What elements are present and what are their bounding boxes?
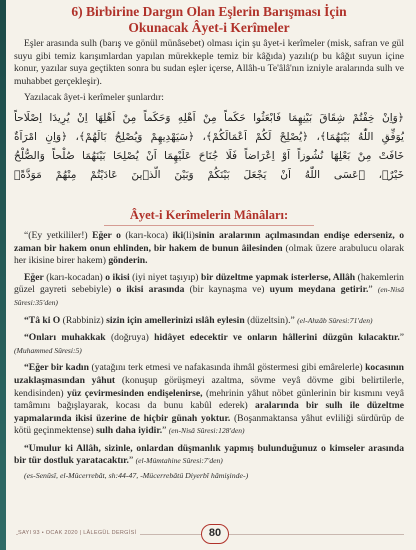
m2-bold-1: Eğer: [24, 271, 44, 283]
meaning-5: [14, 362, 404, 438]
m2-bold-2: o ikisi: [105, 271, 130, 283]
m5-reference: (en-Nisâ Sûresi:128'den): [168, 426, 245, 436]
page-number: 80: [201, 524, 229, 544]
arabic-line-2: يُوَفِّقِ اللّٰهُ بَيْنَهُمَا﴾، ﴿يُصْلِحْ لَكُمْ اَعْمَالَكُمْ﴾، ﴿سَيَهْدِيهِمْ وَيُصْلِحُ بَالَهُمْ﴾، ﴿وَاِنِ امْرَاَةٌ: [14, 130, 404, 143]
m5-text-4: (Boşanmaktansa yâhut evliliği sürdürüp de kötü geçinmektense): [14, 412, 405, 437]
m2-text-3: (hakemlerin güzel gayreti sebebiyle): [14, 271, 404, 296]
m4-bold-1: “Onları muhakkak: [24, 332, 106, 344]
m3-bold-1: “Tâ ki O: [24, 314, 61, 326]
m3-bold-2: sizin için amellerinizi ıslâh eylesin: [106, 314, 245, 326]
m3-text-2: (düzeltsin).”: [244, 314, 298, 326]
m2-text-1: (karı-kocadan): [43, 271, 106, 283]
footer-issue: SAYI 93 • OCAK 2020 | LÂLEGÜL DERGİSİ: [18, 530, 140, 536]
m4-reference: (Muhammed Sûresi:5): [14, 345, 82, 355]
page-footer: [16, 524, 404, 544]
m4-text-1: (doğruya): [105, 332, 155, 344]
m1-text-2: (karı-koca): [120, 229, 173, 241]
intro-paragraph: Eşler arasında sulh (barış ve gönül münâsebet) olması için şu âyet-i kerîmeler (misk, safran ve gül suyu gibi temiz karışımlardan yapılan mürekkeple temiz bir kâğıda) yazılı(p bu kâğıt suyun içine konur, yazılar suya geçtikten sonra bu sudan eşler içerse, Allâh-u Te'âlâ'nın izniyle aralarında sulh ve muhabbet gerçekleşir).: [14, 38, 404, 87]
page-edge-border: [0, 0, 6, 550]
meanings-title-rule: [104, 225, 314, 226]
m5-bold-4: aralarında bir sulh ile düzeltme yapmalarında ikisi üzerine de hiçbir günah yoktur.: [14, 400, 404, 424]
written-verses-label: Yazılacak âyet-i kerîmeler şunlardır:: [24, 92, 164, 104]
m2-text-5: ”: [368, 284, 378, 296]
m2-bold-5: uyum meydana getirir.: [269, 284, 369, 296]
article-title: [14, 4, 404, 36]
page: [14, 4, 404, 550]
meaning-3: [14, 315, 404, 328]
m1-text-4: (olmak üzere arabulucu olarak her ikisine birer hakem): [14, 242, 404, 267]
arabic-verses: [14, 109, 404, 205]
m2-text-2: (iyi niyet taşıyıp): [129, 271, 202, 283]
m4-bold-2: hidâyet edecektir ve onların hâllerini düzgün kılacaktır.: [154, 332, 400, 344]
m5-text-1: (yatağını terk etmesi ve nafakasında ihmâl göstermesi gibi emârelerle): [88, 362, 366, 374]
m5-text-2: (konuşup görüşmeyi azaltma, sövme veyâ dövme gibi belirtilerle, kendisinden): [14, 374, 405, 399]
arabic-line-4: خَيْرٌ﴾، ﴿عَسَى اللّٰهُ اَنْ يَجْعَلَ بَيْنَكُمْ وَبَيْنَ الَّذ۪ينَ عَادَيْتُمْ مِنْهُمْ مَوَدَّةً﴾: [14, 168, 404, 181]
m5-bold-2: kocasının uzaklaşmasından yâhut: [14, 362, 405, 386]
title-line-1: 6) Birbirine Dargın Olan Eşlerin Barışması İçin: [71, 4, 347, 19]
m6-bold-1: “Umulur ki Allâh, sizinle, onlardan düşmanlık yapmış bulunduğunuz o kimseler arasında bir tür dostluk yaratacaktır.: [14, 442, 404, 467]
m5-text-5: ”: [162, 425, 169, 437]
m1-text-1: “(Ey yetkililer!): [24, 229, 93, 241]
meaning-1: [14, 230, 404, 268]
title-line-2: Okunacak Âyet-i Kerîmeler: [128, 20, 290, 35]
m5-bold-5: sulh daha iyidir.: [96, 425, 163, 437]
m6-text-1: ”: [128, 455, 136, 467]
meanings-title: Âyet-i Kerîmelerin Mânâları:: [129, 207, 289, 222]
m1-bold-4: gönderin.: [108, 255, 148, 267]
m5-bold-3: yüz çevirmesinden endişelenirse,: [66, 387, 203, 399]
m1-text-3: (li): [183, 229, 195, 241]
meaning-4: [14, 332, 404, 357]
m4-text-2: ”: [399, 332, 404, 344]
arabic-line-3: خَافَتْ مِنْ بَعْلِهَا نُشُوزاً اَوْ اِعْرَاضاً فَلَا جُنَاحَ عَلَيْهِمَا اَنْ يُصْلِحَا بَيْنَهُمَا صُلْحاً وَالصُّلْحُ: [14, 149, 404, 162]
m5-bold-1: “Eğer bir kadın: [24, 362, 89, 374]
m1-bold-2: iki: [172, 229, 184, 241]
m3-reference: (el-Ahzâb Sûresi:71'den): [297, 315, 373, 325]
source-citation: (es-Senûsî, el-Mücerrebât, sh:44-47, -Mücerrebâtü Diyerbî hâmişinde-): [24, 471, 249, 481]
m6-reference: (el-Mümtahine Sûresi:7'den): [135, 456, 223, 466]
arabic-line-1: ﴿وَاِنْ خِفْتُمْ شِقَاقَ بَيْنِهِمَا فَابْعَثُوا حَكَماً مِنْ اَهْلِهِ وَحَكَماً مِنْ اَهْلِهَا اِنْ يُرِيدَا اِصْلَاحاً: [14, 111, 404, 124]
m2-reference: (en-Nisâ Sûresi:35'den): [14, 285, 404, 307]
m1-bold-1: Eğer o: [92, 229, 121, 241]
meaning-6: [14, 443, 404, 468]
m2-text-4: (bir kaynaşma ve): [184, 284, 270, 296]
m5-text-3: (mehrinin yâhut nöbet günlerinin bir kısmını veyâ tamâmını bağışlayarak, kocası da bunu kabûl ederek): [14, 387, 404, 412]
m3-text-1: (Rabbiniz): [60, 314, 107, 326]
m2-bold-3: bir düzeltme yapmak isterlerse, Allâh: [201, 271, 356, 283]
m1-bold-3: sinin aralarının açılmasından endişe ederseniz, o zaman bir hakem onun ehlinden, bir hakem de bunun âilesinden: [14, 229, 405, 254]
meaning-2: [14, 272, 404, 310]
m2-bold-4: o ikisi arasında: [116, 284, 185, 296]
